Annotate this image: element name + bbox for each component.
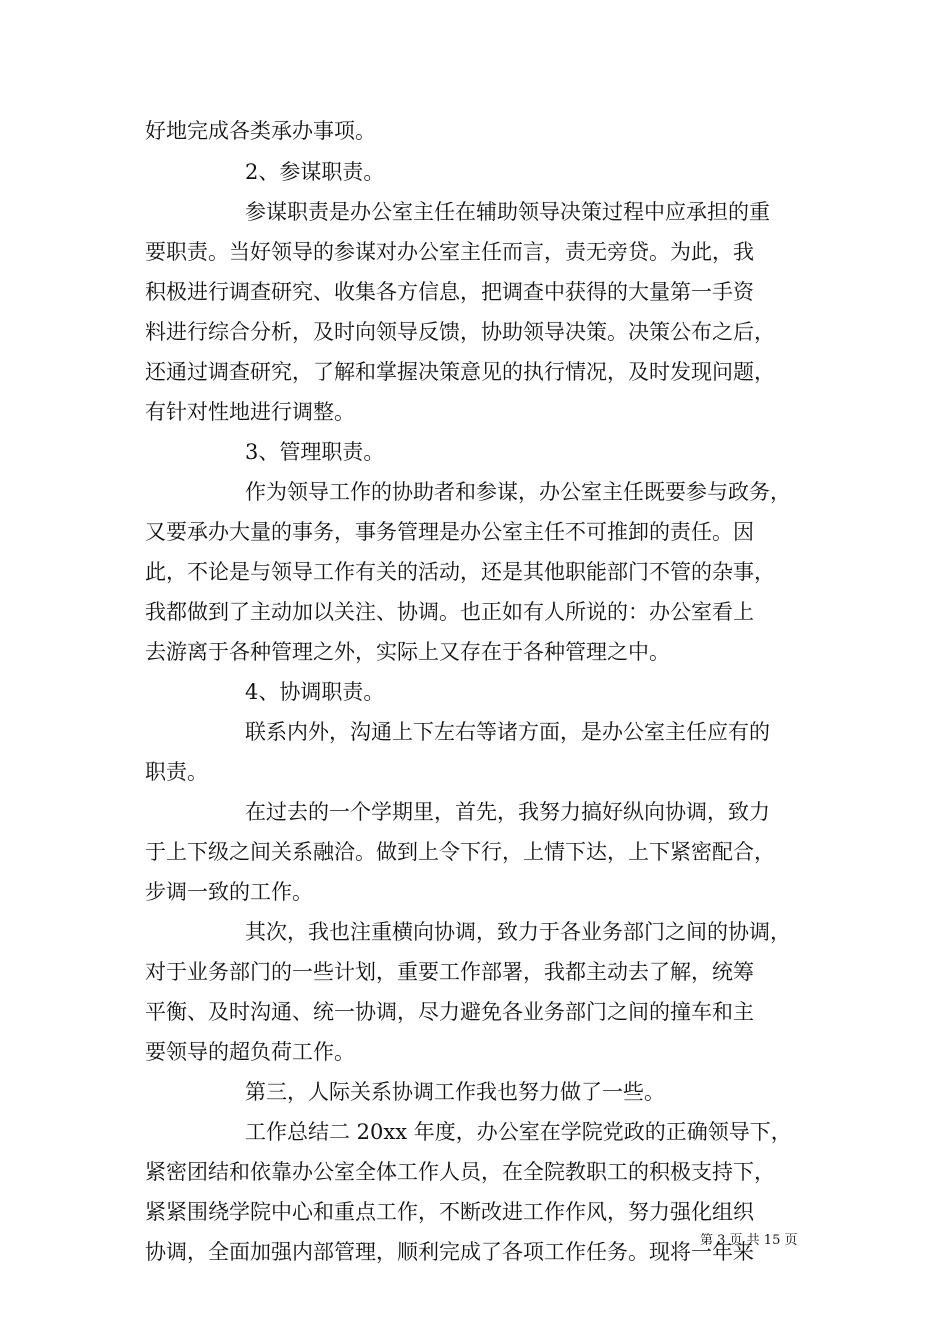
body-line: 积极进行调查研究、收集各方信息，把调查中获得的大量第一手资 [145, 280, 754, 304]
section-heading: 3、管理职责。 [245, 440, 385, 464]
paragraph-first-line: 在过去的一个学期里，首先，我努力搞好纵向协调，致力 [245, 800, 770, 824]
body-line: 有针对性地进行调整。 [145, 400, 355, 424]
body-line: 步调一致的工作。 [145, 880, 313, 904]
body-line: 要职责。当好领导的参谋对办公室主任而言，责无旁贷。为此，我 [145, 240, 754, 264]
body-line: 紧紧围绕学院中心和重点工作，不断改进工作作风，努力强化组织 [145, 1200, 754, 1224]
body-line: 料进行综合分析，及时向领导反馈，协助领导决策。决策公布之后， [145, 320, 775, 344]
section-heading: 4、协调职责。 [245, 680, 385, 704]
paragraph-first-line: 第三，人际关系协调工作我也努力做了一些。 [245, 1080, 665, 1104]
body-line: 协调，全面加强内部管理，顺利完成了各项工作任务。现将一年来 [145, 1240, 754, 1264]
body-line: 对于业务部门的一些计划，重要工作部署，我都主动去了解，统筹 [145, 960, 754, 984]
paragraph-first-line: 联系内外，沟通上下左右等诸方面，是办公室主任应有的 [245, 720, 770, 744]
paragraph-first-line: 其次，我也注重横向协调，致力于各业务部门之间的协调， [245, 920, 791, 944]
paragraph-first-line: 作为领导工作的协助者和参谋，办公室主任既要参与政务， [245, 480, 791, 504]
body-line: 去游离于各种管理之外，实际上又存在于各种管理之中。 [145, 640, 670, 664]
body-line: 此，不论是与领导工作有关的活动，还是其他职能部门不管的杂事， [145, 560, 775, 584]
section-heading: 2、参谋职责。 [245, 160, 385, 184]
body-line: 好地完成各类承办事项。 [145, 119, 376, 143]
body-line: 职责。 [145, 760, 208, 784]
body-line: 还通过调查研究，了解和掌握决策意见的执行情况，及时发现问题， [145, 360, 775, 384]
body-line: 又要承办大量的事务，事务管理是办公室主任不可推卸的责任。因 [145, 520, 754, 544]
page-number-footer: 第 3 页 共 15 页 [700, 1233, 798, 1248]
body-line: 我都做到了主动加以关注、协调。也正如有人所说的：办公室看上 [145, 600, 754, 624]
paragraph-first-line: 工作总结二 20xx 年度，办公室在学院党政的正确领导下， [245, 1120, 792, 1144]
body-line: 紧密团结和依靠办公室全体工作人员，在全院教职工的积极支持下， [145, 1160, 775, 1184]
body-line: 要领导的超负荷工作。 [145, 1040, 355, 1064]
body-line: 平衡、及时沟通、统一协调，尽力避免各业务部门之间的撞车和主 [145, 1000, 754, 1024]
body-line: 于上下级之间关系融洽。做到上令下行，上情下达，上下紧密配合， [145, 840, 775, 864]
paragraph-first-line: 参谋职责是办公室主任在辅助领导决策过程中应承担的重 [245, 200, 770, 224]
